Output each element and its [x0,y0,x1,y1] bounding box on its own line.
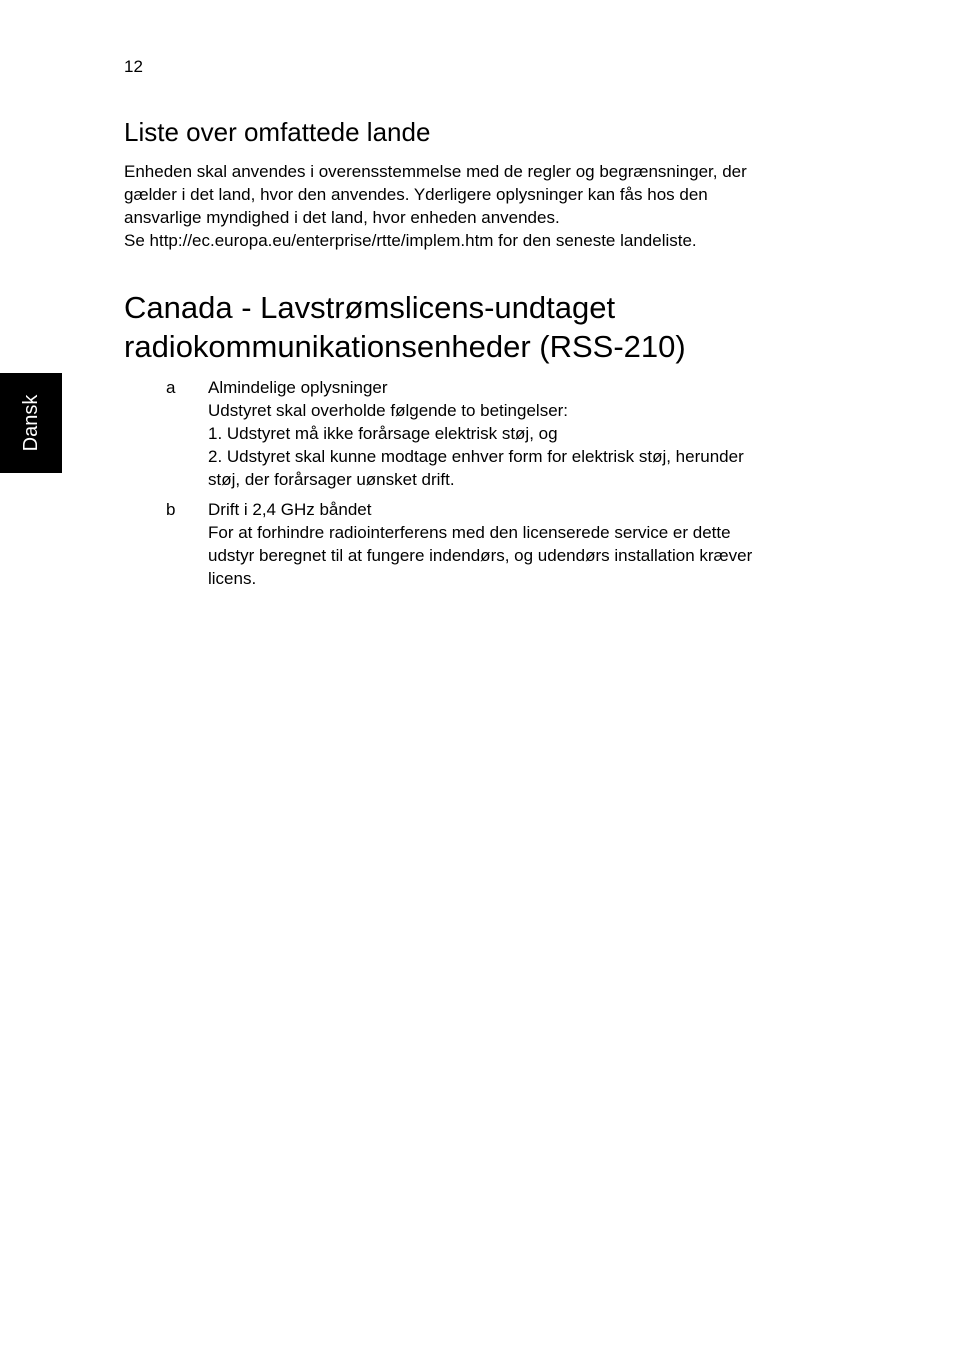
list-item-line: udstyr beregnet til at fungere indendørs, og udendørs installation kræver [208,546,753,565]
paragraph-line: Se http://ec.europa.eu/enterprise/rtte/implem.htm for den seneste landeliste. [124,231,697,250]
list-item-body [208,376,818,491]
list-item-line: licens. [208,569,257,588]
list-item-line: Udstyret skal overholde følgende to betingelser: [208,401,569,420]
list-item-letter: b [166,500,176,519]
heading-line: Canada - Lavstrømslicens-undtaget [124,290,616,325]
list-item-body [208,498,818,590]
list-item-line: støj, der forårsager uønsket drift. [208,470,455,489]
section-heading-country-list: Liste over omfattede lande [124,117,431,147]
country-list-paragraph [124,160,824,252]
language-side-tab [0,373,62,473]
list-item-letter: a [166,378,176,397]
list-item-title: Drift i 2,4 GHz båndet [208,500,372,519]
page-number: 12 [124,57,143,76]
list-item-line: 1. Udstyret må ikke forårsage elektrisk støj, og [208,424,558,443]
section-heading-canada [124,288,686,366]
paragraph-line: ansvarlige myndighed i det land, hvor enheden anvendes. [124,208,560,227]
paragraph-line: gælder i det land, hvor den anvendes. Yderligere oplysninger kan fås hos den [124,185,708,204]
language-tab-label: Dansk [20,394,42,452]
list-item-title: Almindelige oplysninger [208,378,388,397]
list-item-line: For at forhindre radiointerferens med den licenserede service er dette [208,523,731,542]
paragraph-line: Enheden skal anvendes i overensstemmelse med de regler og begrænsninger, der [124,162,747,181]
heading-line: radiokommunikationsenheder (RSS-210) [124,329,686,364]
list-item-line: 2. Udstyret skal kunne modtage enhver form for elektrisk støj, herunder [208,447,744,466]
